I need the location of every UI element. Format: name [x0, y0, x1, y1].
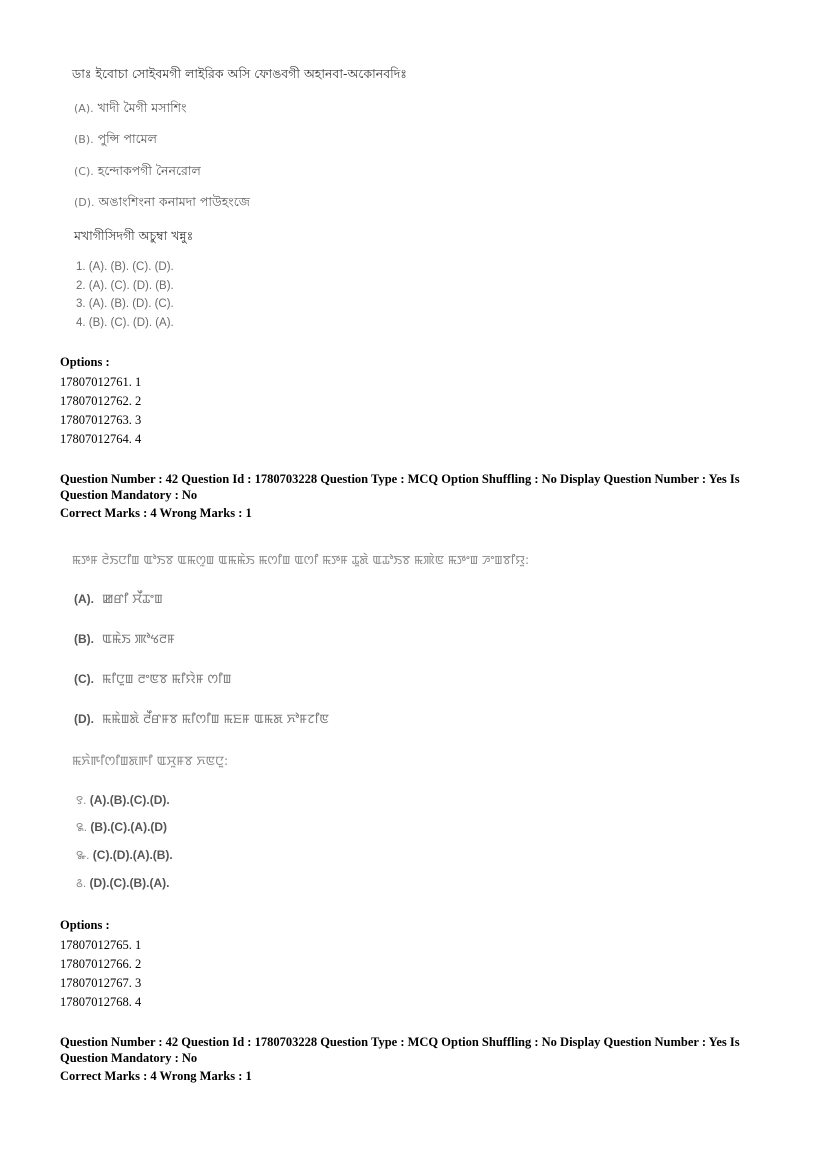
sequence-text: (C).(D).(A).(B).	[92, 848, 173, 862]
sequence-text: (A).(B).(C).(D).	[89, 793, 170, 807]
sequence-item: 2. (A). (C). (D). (B).	[76, 280, 174, 292]
sequence-item: 1. (A). (B). (C). (D).	[76, 261, 174, 273]
option-row: 17807012765. 1	[60, 938, 142, 952]
sequence-item	[76, 818, 167, 835]
sequence-number: ꯲.	[76, 820, 88, 834]
sequence-number: ꯱.	[76, 793, 87, 807]
question-1-choice-a	[74, 100, 186, 120]
sequence-text: (B).(C).(A).(D)	[90, 820, 168, 834]
choice-label: (C).	[74, 672, 94, 686]
question-marks: Correct Marks : 4 Wrong Marks : 1	[60, 506, 252, 520]
sequence-item: 4. (B). (C). (D). (A).	[76, 317, 174, 329]
choice-text: ꯀꯔꯤ ꯆꯩꯊꯦꯡ	[101, 591, 163, 606]
question-meta-line-2: Question Mandatory : No	[60, 488, 198, 502]
question-meta-line-2: Question Mandatory : No	[60, 1051, 198, 1065]
choice-label: (D).	[74, 712, 94, 726]
choice-text: হন্দোকপগী নৈনরোল	[97, 163, 201, 178]
option-row: 17807012762. 2	[60, 394, 142, 408]
question-2-choice-b	[74, 631, 175, 648]
sequence-item	[76, 846, 173, 863]
choice-text: খাদী মৈগী মসাশিং	[97, 100, 187, 115]
choice-text: পুন্সি পামেল	[97, 131, 157, 146]
sequence-item	[76, 791, 170, 808]
option-row: 17807012763. 3	[60, 413, 142, 427]
choice-label: (A).	[74, 102, 94, 115]
question-1-choice-c	[74, 163, 201, 183]
choice-label: (A).	[74, 592, 94, 606]
question-2-stem: ꯃꯇꯝ ꯂꯥꯏꯅꯤꯡ ꯑꯣꯏꯕ ꯑꯃꯁꯨꯡ ꯑꯃꯃꯥꯏ ꯃꯁꯤꯡ ꯑꯁꯤ ꯃꯇꯝ ꯊꯨꯗꯥ ꯑꯊꯣꯏꯕ ꯃꯄꯥꯟ ꯃꯇꯦꯡ ꯍꯦꯡꯕꯤꯌꯨ:	[72, 553, 530, 567]
question-meta	[60, 471, 760, 521]
choice-label: (D).	[74, 196, 95, 209]
choice-label: (B).	[74, 632, 94, 646]
sequence-item: 3. (A). (B). (D). (C).	[76, 298, 174, 310]
option-row: 17807012761. 1	[60, 375, 142, 389]
question-meta	[60, 1034, 760, 1084]
choice-text: ꯑꯃꯥꯏ ꯄꯣꯠꯂꯝ	[101, 631, 175, 646]
question-2-choice-c	[74, 671, 231, 688]
option-row: 17807012766. 2	[60, 957, 142, 971]
question-marks: Correct Marks : 4 Wrong Marks : 1	[60, 1069, 252, 1083]
sequence-number: ꯳.	[76, 848, 90, 862]
question-1-stem: ডাঃ ইবোচা সোইবমগী লাইরিক অসি ফোঙবগী অহানবা-অকোনবদিঃ	[72, 66, 407, 81]
options-heading: Options :	[60, 355, 110, 369]
question-meta-line-1: Question Number : 42 Question Id : 1780703228 Question Type : MCQ Option Shuffling : No Display Question Number : Yes Is	[60, 472, 740, 486]
sequence-item	[76, 874, 169, 891]
sequence-number: ꯴.	[76, 876, 87, 890]
choice-text: অঙাংশিংনা কনামদা পাউহংজে	[98, 194, 250, 209]
option-row: 17807012767. 3	[60, 976, 142, 990]
option-row: 17807012764. 4	[60, 432, 142, 446]
question-2-choice-d	[74, 711, 329, 728]
question-1-instruction: মখাগীসিদগী অচুম্বা খন্নুঃ	[74, 228, 194, 243]
question-1-choice-b	[74, 131, 157, 151]
options-heading: Options :	[60, 918, 110, 932]
question-2-choice-a	[74, 591, 163, 608]
choice-label: (B).	[74, 133, 94, 146]
option-row: 17807012768. 4	[60, 995, 142, 1009]
choice-text: ꯃꯤꯅꯨꯡ ꯂꯦꯟꯕ ꯃꯤꯌꯥꯝ ꯁꯤꯡ	[101, 671, 232, 686]
sequence-text: (D).(C).(B).(A).	[89, 876, 170, 890]
choice-label: (C).	[74, 165, 94, 178]
choice-text: ꯃꯃꯥꯡꯗꯥ ꯂꯩꯔꯝꯕ ꯃꯤꯁꯤꯡ ꯃꯐꯝ ꯑꯃꯗ ꯈꯣꯝꯖꯤꯟ	[101, 711, 329, 726]
question-meta-line-1: Question Number : 42 Question Id : 1780703228 Question Type : MCQ Option Shuffling : No Display Question Number : Yes Is	[60, 1035, 740, 1049]
question-1-choice-d	[74, 194, 250, 214]
question-2-instruction: ꯃꯈꯥꯒꯤꯁꯤꯡꯗꯒꯤ ꯑꯆꯨꯝꯕ ꯈꯟꯅꯨ:	[72, 753, 229, 768]
